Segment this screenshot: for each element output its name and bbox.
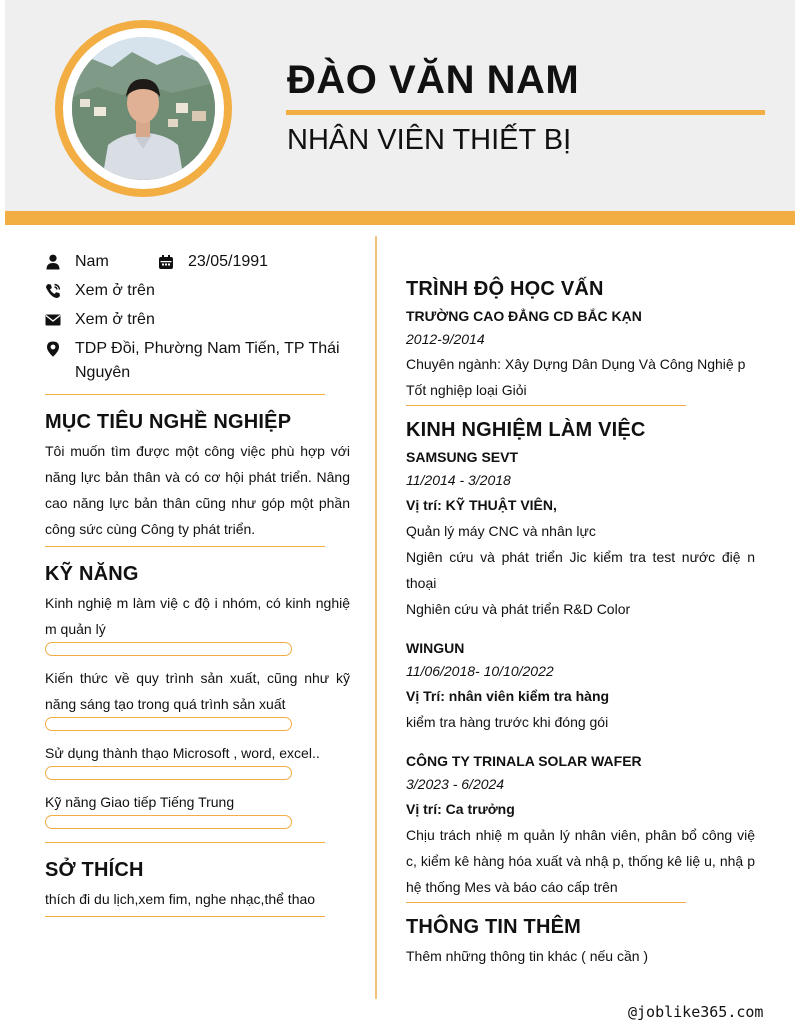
job-duty: Nghiên cứu và phát triển R&D Color [406,601,631,617]
gender-row [45,250,109,274]
envelope-icon [45,308,61,326]
skill-label: Kinh nghiệ m làm việ c độ i nhóm, có kinh nghiệ m quản lý [45,595,350,637]
job-position: Vị trí: Ca trưởng [406,801,515,817]
objective-text: Tôi muốn tìm được một công việc phù hợp với năng lực bản thân và có cơ hội phát triển. Nâng cao năng lực bản thân cũng như góp một phần công sức cùng Công ty phát triển. [45,443,350,537]
education-period: 2012-9/2014 [406,331,485,347]
divider [406,405,686,406]
divider [406,902,686,903]
job-company: CÔNG TY TRINALA SOLAR WAFER [406,753,642,769]
divider [45,546,325,547]
name-underline [286,110,765,115]
person-icon [45,250,61,268]
divider [45,916,325,917]
job-period: 11/2014 - 3/2018 [406,472,511,488]
objective-title: MỤC TIÊU NGHỀ NGHIỆP [45,411,292,433]
address-row [45,337,345,385]
avatar-photo [72,37,215,180]
skill-label: Kỹ năng Giao tiếp Tiếng Trung [45,794,235,810]
job-title: NHÂN VIÊN THIẾT BỊ [287,124,572,156]
skill-level-bar [45,642,292,656]
address-value: TDP Đồi, Phường Nam Tiến, TP Thái Nguyên [75,340,340,381]
skill-level-bar [45,815,292,829]
email-row [45,308,155,332]
birthdate-value: 23/05/1991 [188,253,269,270]
job-position: Vị trí: KỸ THUẬT VIÊN, [406,497,557,513]
skill-level-bar [45,766,292,780]
phone-row [45,279,155,303]
divider [45,394,325,395]
extra-title: THÔNG TIN THÊM [406,916,582,938]
job-duty: Quản lý máy CNC và nhân lực [406,523,596,539]
column-divider [375,236,377,999]
job-company: WINGUN [406,640,465,656]
phone-value: Xem ở trên [75,282,155,299]
candidate-name: ĐÀO VĂN NAM [287,58,580,102]
birthdate-row [158,250,268,274]
divider [45,842,325,843]
experience-title: KINH NGHIỆM LÀM VIỆC [406,419,646,441]
phone-icon [45,279,61,297]
avatar-frame [55,20,232,197]
skill-label: Kiến thức về quy trình sản xuất, cũng như kỹ năng sáng tạo trong quá trình sản xuất [45,670,350,712]
job-duty: Ngiên cứu và phát triển Jic kiểm tra test nước điệ n thoại [406,549,755,591]
skills-title: KỸ NĂNG [45,563,139,585]
avatar-illustration [72,37,215,180]
skill-level-bar [45,717,292,731]
watermark: @joblike365.com [628,1003,764,1021]
gender-value: Nam [75,253,109,270]
education-grade: Tốt nghiệp loại Giỏi [406,382,527,398]
extra-text: Thêm những thông tin khác ( nếu cần ) [406,948,649,964]
location-pin-icon [45,337,61,355]
job-period: 3/2023 - 6/2024 [406,776,505,792]
job-period: 11/06/2018- 10/10/2022 [406,663,554,679]
calendar-icon [158,250,174,268]
skill-label: Sử dụng thành thạo Microsoft , word, excel.. [45,745,320,761]
job-company: SAMSUNG SEVT [406,449,519,465]
job-duty: Chịu trách nhiệ m quản lý nhân viên, phân bổ công việ c, kiểm kê hàng hóa xuất và nhậ p, thống kê liệ u, nhậ p hệ thống Mes và báo cáo cấp trên [406,827,755,895]
job-duty: kiểm tra hàng trước khi đóng gói [406,714,609,730]
hobbies-text: thích đi du lịch,xem fim, nghe nhạc,thể thao [45,891,316,907]
education-title: TRÌNH ĐỘ HỌC VẤN [406,278,604,300]
job-position: Vị Trí: nhân viên kiểm tra hàng [406,688,610,704]
email-value: Xem ở trên [75,311,155,328]
hobbies-title: SỞ THÍCH [45,859,144,881]
header-accent-bar [5,211,795,225]
education-major: Chuyên ngành: Xây Dựng Dân Dụng Và Công Nghiệ p [406,356,746,372]
education-school: TRƯỜNG CAO ĐẲNG CD BẮC KẠN [406,308,642,324]
